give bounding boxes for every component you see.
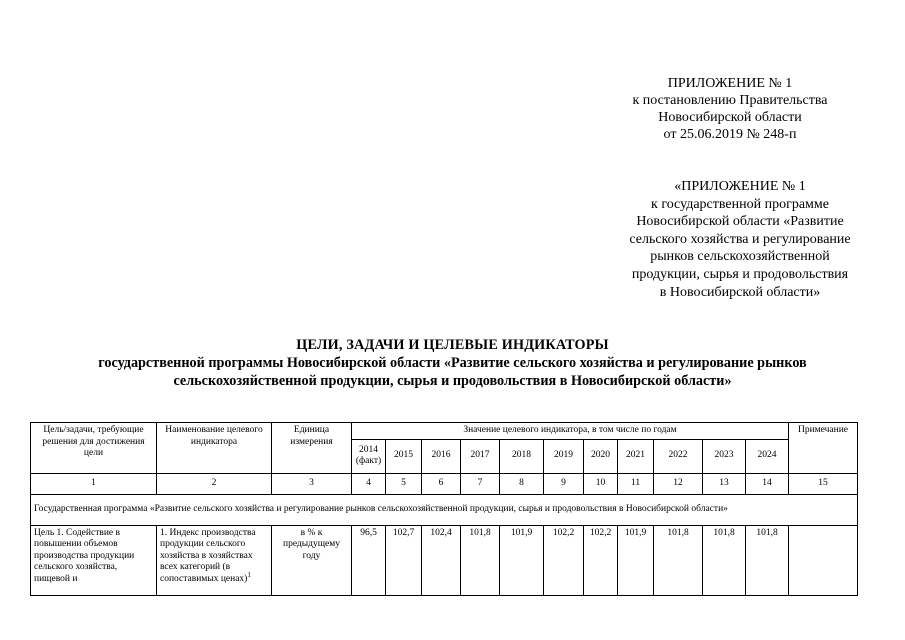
appendix-line: от 25.06.2019 № 248-п [663, 127, 797, 142]
column-numbers-row [31, 473, 858, 494]
column-number: 10 [584, 473, 618, 494]
year-cell: 2020 [584, 439, 618, 473]
column-number: 9 [544, 473, 584, 494]
column-number: 13 [703, 473, 746, 494]
header-indicator: Наименование целевого индикатора [157, 423, 272, 474]
program-appendix-block [580, 178, 900, 301]
value-cell: 96,5 [352, 525, 386, 595]
program-appendix-line: Новосибирской области «Развитие [636, 214, 844, 230]
appendix-line: к постановлению Правительства [632, 93, 828, 108]
indicators-table [30, 422, 858, 596]
value-cell: 102,2 [584, 525, 618, 595]
year-cell: 2015 [386, 439, 422, 473]
header-row [31, 423, 858, 440]
column-number: 12 [654, 473, 703, 494]
appendix-line: Новосибирской области [658, 110, 802, 125]
year-cell: 2016 [422, 439, 461, 473]
program-appendix-line: «ПРИЛОЖЕНИЕ № 1 [674, 179, 806, 194]
program-appendix-line: к государственной программе [651, 196, 829, 212]
title-line: сельскохозяйственной продукции, сырья и продовольствия в Новосибирской области» [173, 373, 732, 389]
column-number: 5 [386, 473, 422, 494]
document-title [0, 336, 905, 390]
column-number: 3 [272, 473, 352, 494]
unit-cell: в % к предыдущему году [272, 525, 352, 595]
year-cell: 2017 [461, 439, 500, 473]
value-cell: 101,8 [746, 525, 789, 595]
value-cell: 101,8 [703, 525, 746, 595]
value-cell: 102,2 [544, 525, 584, 595]
column-number: 2 [157, 473, 272, 494]
header-note: Примечание [789, 423, 858, 474]
appendix-line: ПРИЛОЖЕНИЕ № 1 [667, 76, 793, 91]
header-unit: Единица измерения [272, 423, 352, 474]
indicator-cell [157, 525, 272, 595]
column-number: 1 [31, 473, 157, 494]
header-goal: Цель/задачи, требующие решения для достижения цели [31, 423, 157, 474]
column-number: 14 [746, 473, 789, 494]
column-number: 6 [422, 473, 461, 494]
value-cell: 101,9 [618, 525, 654, 595]
column-number: 4 [352, 473, 386, 494]
program-appendix-line: рынков сельскохозяйственной [650, 249, 830, 265]
column-number: 7 [461, 473, 500, 494]
appendix-block [560, 75, 900, 143]
year-cell: 2021 [618, 439, 654, 473]
note-cell [789, 525, 858, 595]
header-value: Значение целевого индикатора, в том числе по годам [352, 423, 789, 440]
column-number: 15 [789, 473, 858, 494]
value-cell: 101,8 [461, 525, 500, 595]
value-cell: 102,7 [386, 525, 422, 595]
title-heading: ЦЕЛИ, ЗАДАЧИ И ЦЕЛЕВЫЕ ИНДИКАТОРЫ [296, 337, 609, 353]
column-number: 11 [618, 473, 654, 494]
title-line: государственной программы Новосибирской области «Развитие сельского хозяйства и регулирование рынков [98, 355, 807, 371]
year-cell: 2022 [654, 439, 703, 473]
table-row [31, 525, 858, 595]
year-cell: 2018 [500, 439, 544, 473]
indicator-text: 1. Индекс производства продукции сельского хозяйства в хозяйствах всех категорий (в сопоставимых ценах) [160, 527, 256, 584]
value-cell: 101,9 [500, 525, 544, 595]
program-row-cell: Государственная программа «Развитие сельского хозяйства и регулирование рынков сельскохозяйственной продукции, сырья и продовольствия в Новосибирской области» [31, 494, 858, 525]
year-cell: 2014 (факт) [352, 439, 386, 473]
program-appendix-line: сельского хозяйства и регулирование [629, 231, 851, 247]
program-appendix-line: в Новосибирской области» [659, 284, 821, 300]
indicator-footnote: 1 [247, 570, 251, 579]
value-cell: 101,8 [654, 525, 703, 595]
column-number: 8 [500, 473, 544, 494]
program-appendix-line: продукции, сырья и продовольствия [631, 266, 849, 282]
year-cell: 2024 [746, 439, 789, 473]
year-cell: 2023 [703, 439, 746, 473]
program-row [31, 494, 858, 525]
goal-cell: Цель 1. Содействие в повышении объемов производства продукции сельского хозяйства, пищевой и [31, 525, 157, 595]
year-cell: 2019 [544, 439, 584, 473]
value-cell: 102,4 [422, 525, 461, 595]
